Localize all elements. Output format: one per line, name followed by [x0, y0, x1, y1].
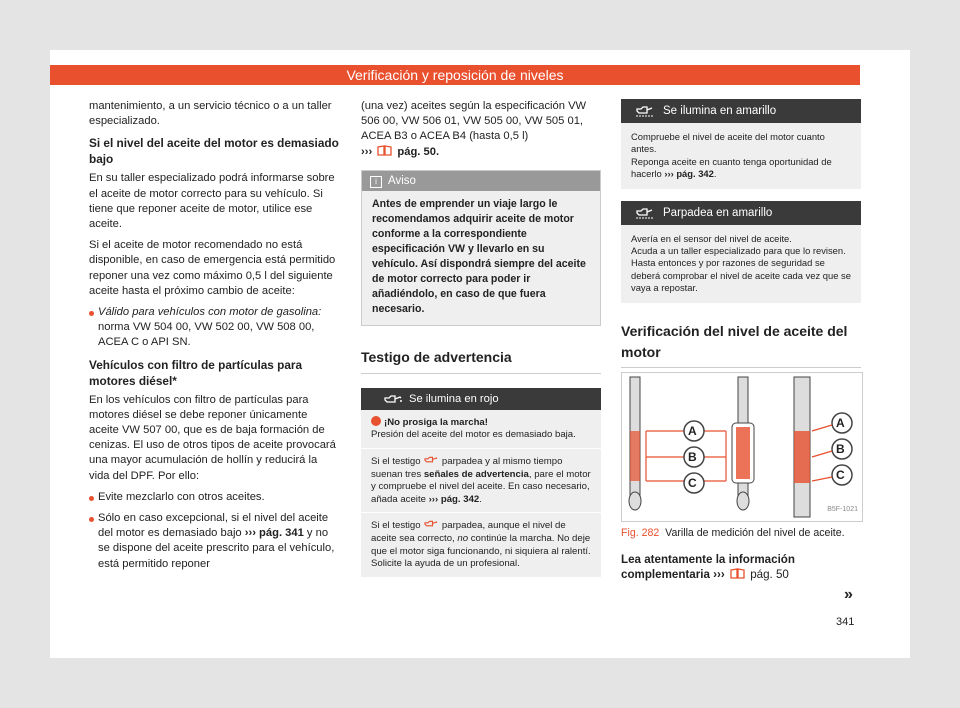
paragraph: Si el aceite de motor recomendado no está disponible, en caso de emergencia está permitido reponer una vez como máximo 0,5 l del siguiente aceite hasta el próximo cambio de aceite:: [89, 239, 336, 297]
warning-header-label: Se ilumina en rojo: [409, 392, 499, 405]
note-text: Lea atentamente la información complementaria: [621, 553, 795, 582]
warning-header-red: [361, 388, 601, 410]
warning-text: , pare el motor y compruebe el nivel del aceite. En caso necesario, añada aceite: [371, 468, 591, 505]
warning-header-label: Parpadea en amarillo: [663, 206, 773, 219]
paragraph: mantenimiento, a un servicio técnico o a un taller especializado.: [89, 100, 332, 128]
warning-item: [361, 410, 601, 449]
book-icon: [377, 145, 392, 156]
subheading: Si el nivel del aceite del motor es demasiado bajo: [89, 136, 339, 167]
section-title: Testigo de advertencia: [361, 348, 601, 374]
warning-amber-box: [621, 201, 861, 303]
warning-text: .: [479, 493, 482, 505]
page-number: 341: [836, 616, 855, 628]
warning-text: parpadea y al mismo tiempo suenan tres: [371, 456, 563, 480]
figure-caption-text: Varilla de medición del nivel de aceite.: [665, 526, 845, 539]
figure-caption: [621, 527, 861, 541]
info-icon: i: [370, 176, 382, 188]
column-1: [89, 99, 339, 578]
figure-number: Fig. 282: [621, 526, 660, 539]
oil-level-icon: [635, 207, 655, 219]
stop-icon: [371, 416, 381, 426]
warning-text: Si el testigo: [371, 520, 424, 532]
bullet-item: [89, 511, 339, 572]
paragraph: En su taller especializado podrá informarse sobre el aceite de motor correcto para su vehículo. Si tiene que reponer aceite de motor, utilice ese aceite.: [89, 172, 335, 231]
page-reference-link[interactable]: ››› pág. 341: [244, 527, 304, 540]
notice-box: [361, 170, 601, 326]
bullet-item: [89, 305, 339, 351]
page-reference-link[interactable]: pág. 50.: [397, 145, 440, 158]
label-b: B: [688, 449, 697, 464]
warning-bold: ¡No prosiga la marcha!: [384, 416, 488, 428]
ref-arrows: ›››: [361, 145, 373, 158]
warning-item: [361, 513, 601, 577]
oil-can-icon: [423, 455, 439, 464]
subheading: Vehículos con filtro de partículas para motores diésel*: [89, 357, 303, 388]
warning-header-amber: [621, 99, 861, 123]
notice-header: [362, 171, 600, 191]
bullet-text: y no se dispone del aceite prescrito para el vehículo, está permitido reponer: [98, 527, 335, 570]
label-a: A: [836, 415, 845, 430]
page-reference-link[interactable]: pág. 50: [750, 568, 789, 582]
oil-level-icon: [635, 105, 655, 117]
warning-header-amber: [621, 201, 861, 225]
warning-light-table: [361, 388, 601, 578]
oil-can-icon: [423, 519, 439, 528]
book-icon: [730, 568, 745, 579]
paragraph: [361, 99, 601, 160]
label-b: B: [836, 441, 845, 456]
notice-text: Antes de emprender un viaje largo le recomendamos adquirir aceite de motor conforme a la correspondiente especificación VW y llevarlo en su vehículo. Así dispondrá siempre del aceite de motor correcto para poder ir añadiéndolo, en caso de que fuera necesario.: [372, 197, 586, 315]
bullet-text: norma VW 504 00, VW 502 00, VW 508 00, ACEA C o API SN.: [98, 321, 315, 349]
warning-text: parpadea, aunque el nivel de aceite sea correcto,: [371, 520, 566, 544]
warning-text: Presión del aceite del motor es demasiado baja.: [371, 429, 576, 441]
read-info-note: [621, 552, 861, 582]
warning-item: [361, 449, 601, 513]
paragraph: En los vehículos con filtro de partículas para motores diésel se debe reponer únicamente aceite VW 507 00, que es de baja formación de cenizas. El uso de otros tipos de aceite provocará una mayor acumulación de hollín y reducirá la vida del DPF. Por ello:: [89, 393, 336, 482]
section-title: Verificación del nivel de aceite del motor: [621, 321, 861, 368]
dipstick-figure: [621, 372, 863, 522]
warning-text: continúe la marcha. No deje que el motor siga funcionando, ni siquiera al ralentí. Solicite la ayuda de un profesional.: [371, 532, 591, 570]
warning-italic: no: [457, 532, 469, 544]
dipstick-illustration: [622, 373, 862, 521]
bullet-italic: Válido para vehículos con motor de gasolina:: [98, 306, 322, 319]
column-3: [621, 99, 861, 583]
warning-amber-box: [621, 99, 861, 189]
label-c: C: [688, 475, 697, 490]
warning-header-label: Se ilumina en amarillo: [663, 105, 777, 117]
warning-text: Compruebe el nivel de aceite del motor cuanto antes. Reponga aceite en cuanto tenga oportunidad de hacerlo: [631, 131, 832, 180]
warning-bold: señales de advertencia: [423, 468, 529, 480]
column-2: [361, 99, 601, 578]
bullet-item: Evite mezclarlo con otros aceites.: [89, 490, 339, 505]
label-a: A: [688, 423, 697, 438]
notice-title: Aviso: [388, 174, 416, 187]
paragraph-text: (una vez) aceites según la especificación VW 506 00, VW 506 01, VW 505 00, VW 505 01, ACEA B3 o ACEA B4 (hasta 0,5 l): [361, 100, 587, 143]
continue-marker: »: [844, 586, 853, 603]
bullet-text: Sólo en caso excepcional, si el nivel del aceite del motor es demasiado bajo: [98, 512, 329, 540]
label-c: C: [836, 467, 845, 482]
page-reference-link[interactable]: ››› pág. 342: [664, 168, 714, 180]
page-reference-link[interactable]: ››› pág. 342: [428, 493, 480, 505]
warning-text: Avería en el sensor del nivel de aceite. Acuda a un taller especializado para que lo revisen. Hasta entonces y por razones de seguridad se deberá comprobar el nivel de aceite cada vez que se vaya a repostar.: [621, 225, 861, 303]
warning-text-block: [621, 123, 861, 189]
warning-text: Si el testigo: [371, 456, 424, 467]
oil-can-icon: [383, 393, 403, 405]
figure-code: B5F-1021: [827, 506, 858, 514]
page-header: Verificación y reposición de niveles: [50, 65, 860, 85]
warning-text: .: [713, 168, 717, 180]
ref-arrows: ›››: [713, 568, 725, 582]
